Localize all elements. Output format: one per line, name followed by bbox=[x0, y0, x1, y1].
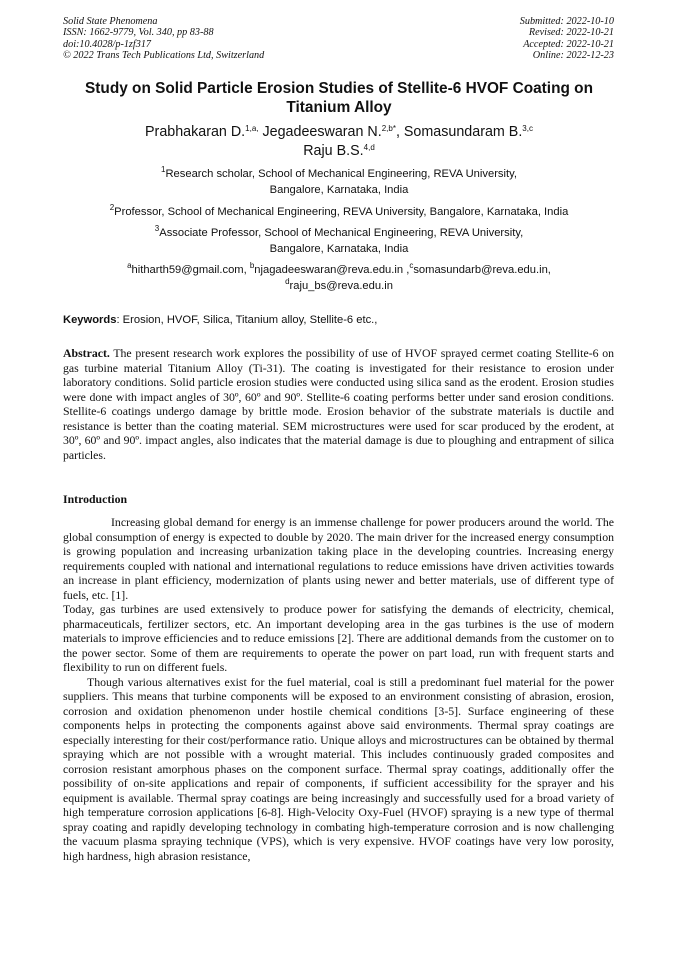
author-sup: 4,d bbox=[363, 142, 375, 152]
affiliation-line: Bangalore, Karnataka, India bbox=[269, 184, 409, 197]
affiliation-line: Bangalore, Karnataka, India bbox=[269, 243, 409, 256]
author-list: Prabhakaran D.$^{1,a,}$ Jegadeeswaran N.$^{2,b*}$, Somasundaram B.$^{3,c}$ Raju B.S.$^{4,d}$ bbox=[145, 124, 533, 159]
affiliation-1 bbox=[40, 166, 638, 198]
paragraph: Though various alternatives exist for the fuel material, coal is still a predominant fuel material for the power suppliers. This means that turbine components will be exposed to an environment consisting of abrasion, erosion, corrosion and oxidation phenomenon under hostile chemical conditions [3-5]. Surface engineering of these components helps in protecting the components against above said environments. Thermal spray coatings are especially interesting for their cost/performance ratio. Unique alloys and microstructures can be obtained by thermal spraying which are not possible with a wrought material. This includes continuously graded composites and corrosion resistant amorphous phases on the component surface. Thermal spray coatings, additionally offer the possibility of on-site applications and repair of components, if sufficient accessibility for the sprayer and his equipment is available. Thermal spray coatings are being increasingly and successfully used for a broad variety of high temperature corrosion applications [6-8]. High-Velocity Oxy-Fuel (HVOF) spraying is a new type of thermal spray coating and rapidly developing technology in combating high-temperature corrosion and is now challenging the vacuum plasma spraying technique (VPS), which is very expensive. HVOF coatings have very low porosity, high hardness, high abrasion resistance, bbox=[63, 674, 614, 863]
abstract bbox=[63, 346, 614, 462]
affiliation-sup: 3 bbox=[154, 224, 160, 233]
paper-title bbox=[40, 79, 638, 117]
affiliation-line: Associate Professor, School of Mechanical Engineering, REVA University, bbox=[159, 227, 524, 239]
journal-header-right bbox=[520, 16, 614, 62]
affiliation-line: Professor, School of Mechanical Engineering, REVA University, Bangalore, Karnataka, India bbox=[114, 206, 569, 218]
keywords bbox=[63, 313, 623, 327]
email-sup: d bbox=[285, 277, 290, 287]
email-a[interactable]: hitharth59@gmail.com, bbox=[131, 264, 247, 276]
journal-name: Solid State Phenomena bbox=[63, 16, 158, 27]
online-date: Online: 2022-12-23 bbox=[532, 50, 614, 62]
email-sup: c bbox=[409, 261, 414, 270]
copyright: © 2022 Trans Tech Publications Ltd, Switzerland bbox=[63, 50, 265, 62]
email-sup: b bbox=[249, 261, 255, 270]
accepted-date: Accepted: 2022-10-21 bbox=[523, 38, 614, 50]
email-sup: a bbox=[127, 261, 132, 270]
author-sup: 3,c bbox=[522, 124, 533, 133]
journal-header-left bbox=[63, 16, 264, 62]
issn: ISSN: 1662-9779, Vol. 340, pp 83-88 bbox=[63, 27, 214, 39]
author-name: Somasundaram B. bbox=[403, 124, 523, 140]
revised-date: Revised: 2022-10-21 bbox=[528, 27, 614, 39]
author-emails bbox=[40, 262, 638, 294]
title-line-1: Study on Solid Particle Erosion Studies of Stellite-6 HVOF Coating on bbox=[85, 80, 593, 97]
affiliation-2 bbox=[40, 204, 638, 220]
doi: doi:10.4028/p-1zf317 bbox=[63, 38, 152, 50]
author-name: Prabhakaran D. bbox=[145, 124, 246, 140]
abstract-label: Abstract. bbox=[63, 346, 110, 360]
author-name: Jegadeeswaran N. bbox=[262, 124, 382, 140]
affiliation-sup: 2 bbox=[109, 203, 115, 212]
introduction-body bbox=[63, 515, 614, 863]
section-heading-introduction: Introduction bbox=[63, 492, 128, 506]
keywords-label: Keywords bbox=[63, 314, 117, 326]
affiliation-sup: 1 bbox=[161, 165, 166, 174]
submitted-date: Submitted: 2022-10-10 bbox=[519, 16, 614, 27]
abstract-text: The present research work explores the possibility of use of HVOF sprayed cermet coating Stellite-6 on gas turbine material Titanium Alloy (Ti-31). The coating is investigated for their resistance to erosion under laboratory conditions. Solid particle erosion studies were conducted using silica sand as the erodent. Erosion studies were done with impact angles of 30º, 60º and 90º. Stellite-6 coating performs better under sand erosion conditions. Stellite-6 coatings undergo damage by brittle mode. Erosion behavior of the substrate materials is ductile and resistance is better than the coating material. SEM microstructures were used for scar produced by the erodent, at 30º, 60º and 90º. impact angles, also indicates that the material damage is due to ploughing and entrapment of silica particles. bbox=[63, 346, 614, 462]
paragraph: Today, gas turbines are used extensively to produce power for satisfying the demands of electricity, chemical, pharmaceuticals, fertilizer sectors, etc. An important developing area in the gas turbines is the use of modern materials to improve efficiencies and to reduce emissions [2]. There are additional demands from the customer on to the power sector. Some of them are requirements to operate the power on part load, run with frequent starts and flexibility to run on different fuels. bbox=[63, 602, 614, 674]
author-sup: 2,b* bbox=[381, 124, 396, 133]
author-sup: 1,a, bbox=[245, 124, 259, 133]
title-line-2: Titanium Alloy bbox=[286, 99, 392, 116]
keywords-text: : Erosion, HVOF, Silica, Titanium alloy, Stellite-6 etc., bbox=[116, 314, 378, 326]
email-d[interactable]: raju_bs@reva.edu.in bbox=[289, 280, 393, 293]
email-c[interactable]: somasundarb@reva.edu.in, bbox=[413, 264, 551, 276]
email-b[interactable]: njagadeeswaran@reva.edu.in , bbox=[254, 264, 410, 276]
author-name: Raju B.S. bbox=[303, 142, 364, 159]
paragraph: Increasing global demand for energy is an immense challenge for power producers around the world. The global consumption of energy is expected to double by 2020. The main driver for the increased energy consumption is growing population and increasing urbanization taking place in the developing countries. Increasing energy requirements coupled with national and international regulations to reduce emissions have driven activities towards an increase in plant efficiency, modernization of plants using newer and better materials, use of different type of fuels, etc. [1]. bbox=[63, 515, 614, 602]
affiliation-3 bbox=[40, 225, 638, 257]
affiliation-line: Research scholar, School of Mechanical Engineering, REVA University, bbox=[165, 168, 517, 180]
